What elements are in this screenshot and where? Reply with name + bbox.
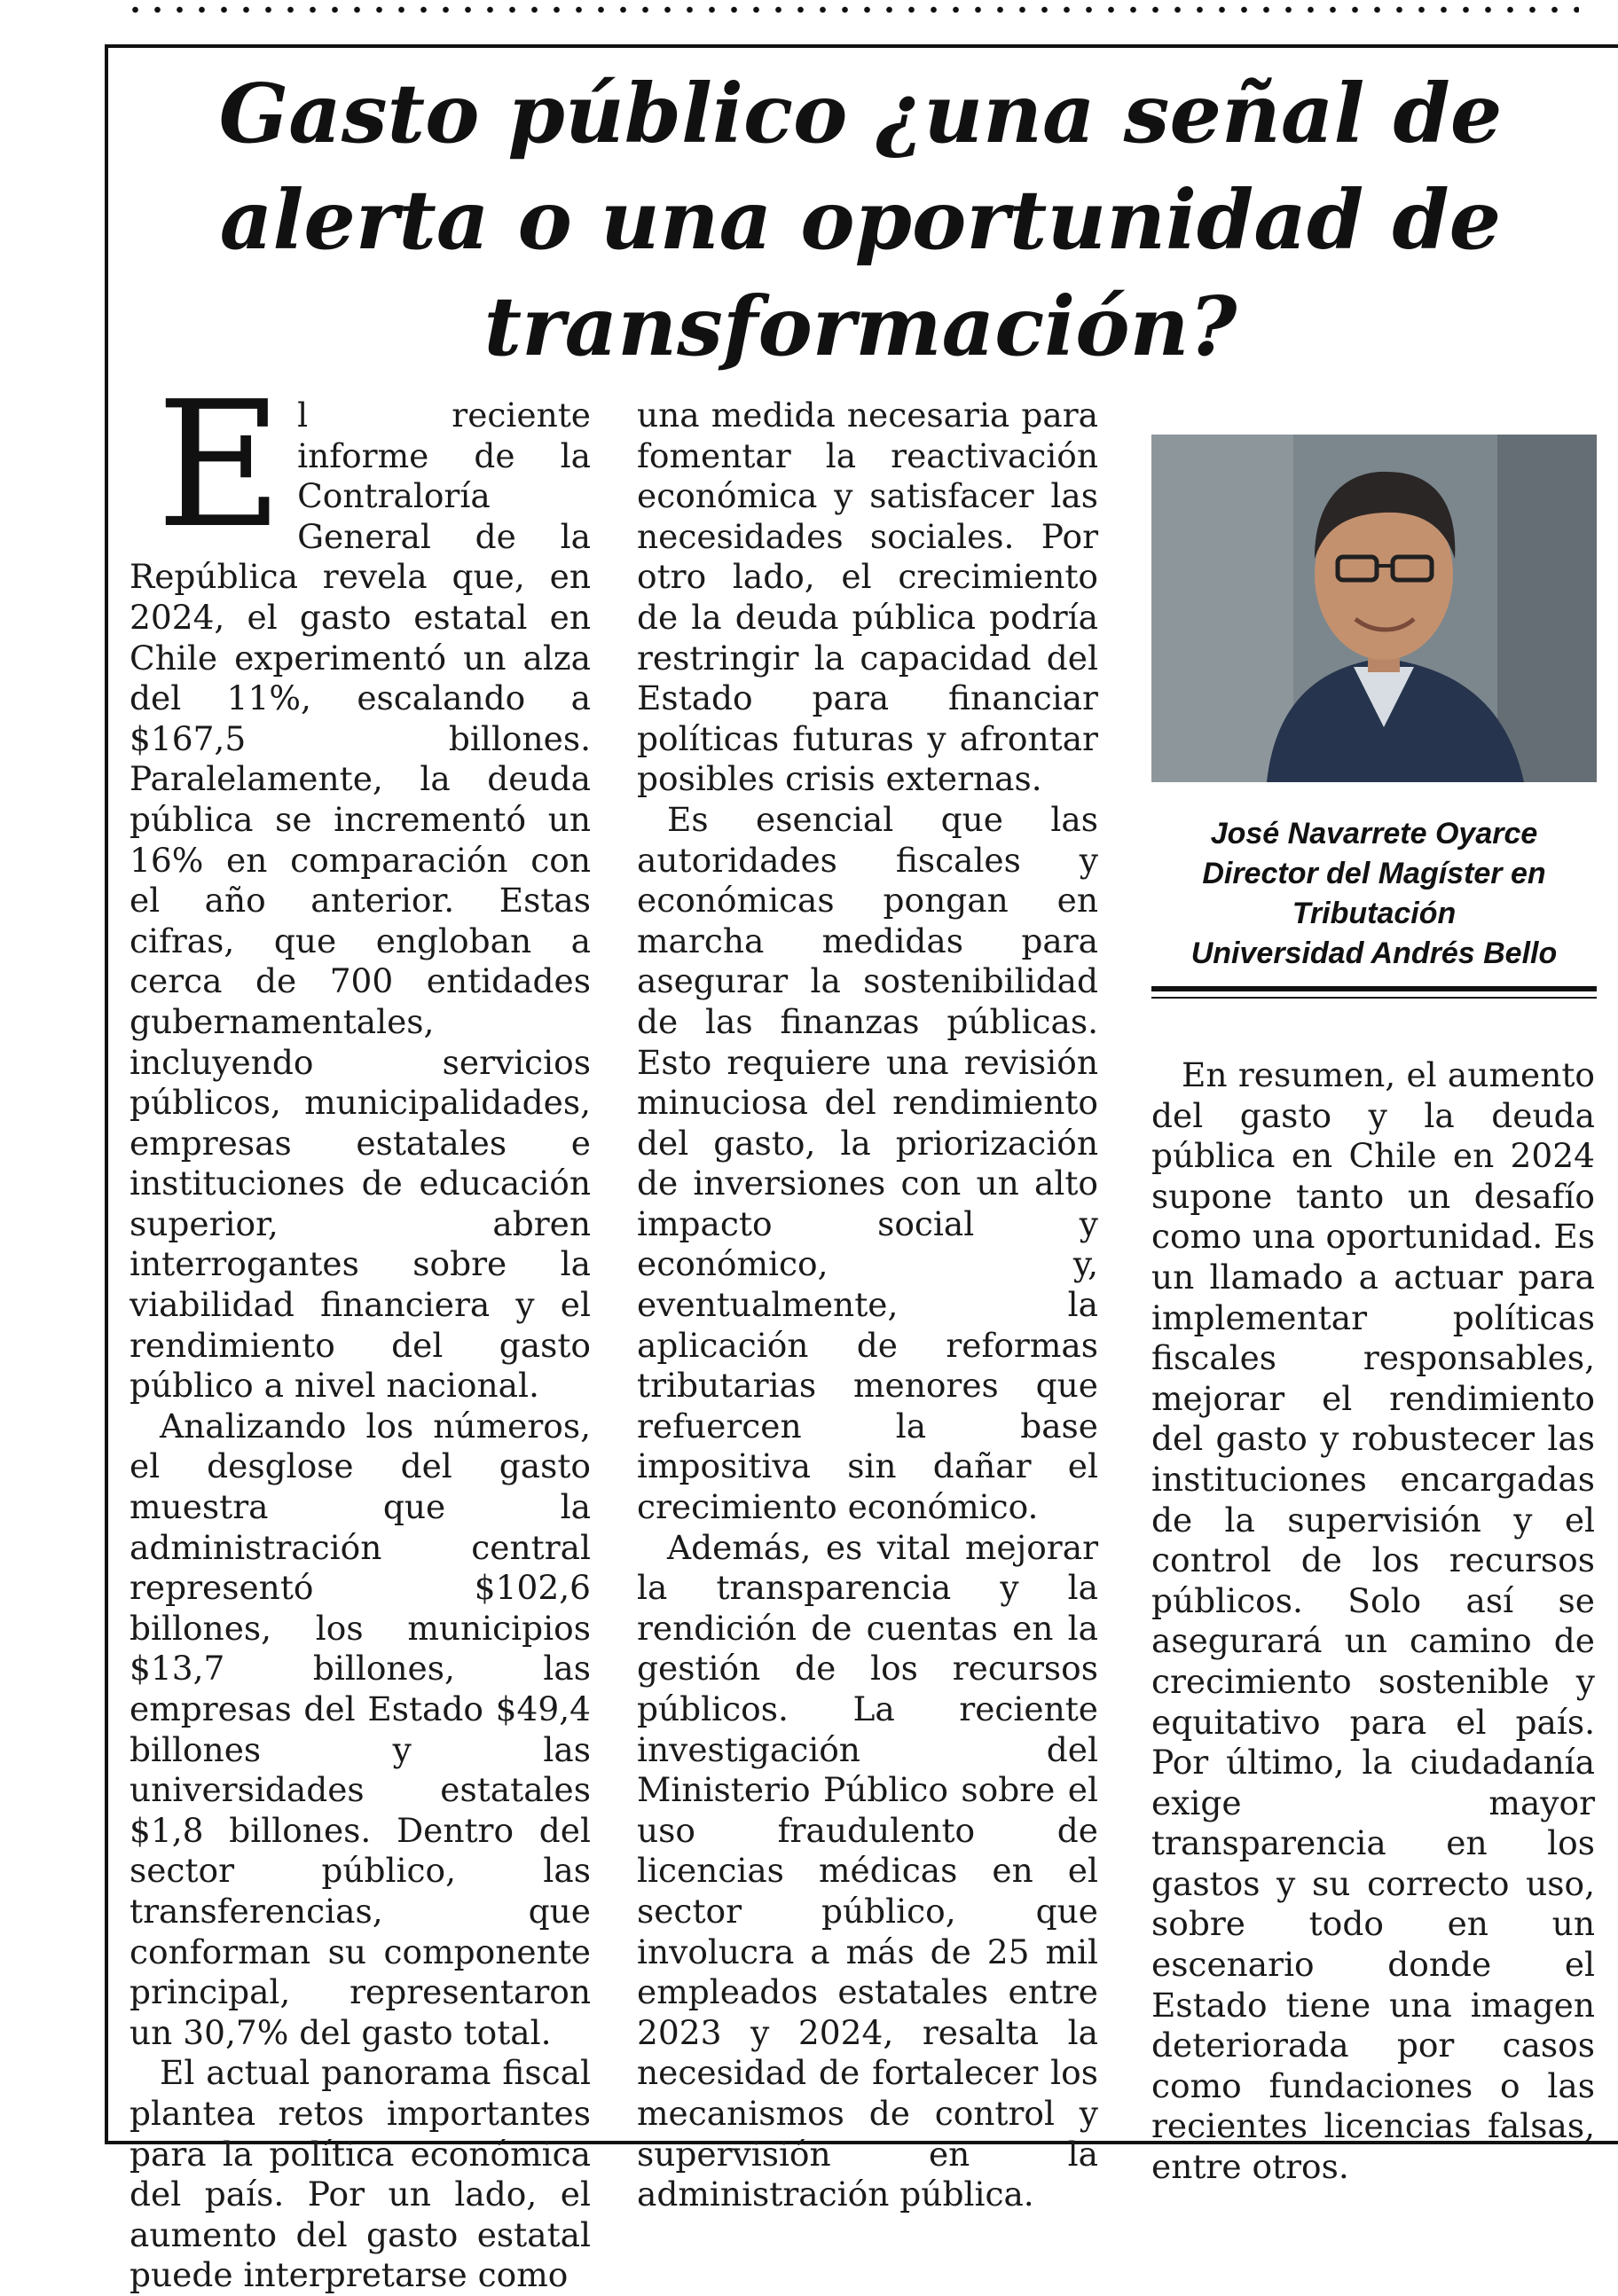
author-institution: Universidad Andrés Bello bbox=[1190, 936, 1558, 970]
caption-rule-thick bbox=[1151, 986, 1597, 991]
author-role-line1: Director del Magíster en bbox=[1202, 857, 1546, 890]
author-photo bbox=[1151, 435, 1597, 782]
article-title: Gasto público ¿una señal de alerta o una oportunidad de transformación? bbox=[218, 66, 1503, 374]
author-caption bbox=[1151, 814, 1597, 974]
paragraph-3-continued: una medida necesaria para fomentar la reactivación económica y satisfacer las necesidades sociales. Por otro lado, el crecimiento de la deuda pública podría restringir la capacidad del Estado para financiar políticas futuras y afrontar posibles crisis externas. bbox=[637, 396, 1098, 799]
paragraph-4: Es esencial que las autoridades fiscales y económicas pongan en marcha medidas para asegurar la sostenibilidad de las finanzas públicas. Esto requiere una revisión minuciosa del rendimiento del gasto, la priorización de inversiones con un alto impacto social y económico, y, eventualmente, la aplicación de reformas tributarias menores que refuercen la base impositiva sin dañar el crecimiento económico. bbox=[637, 799, 1098, 1527]
author-role-line2: Tributación bbox=[1292, 897, 1457, 930]
drop-cap: E bbox=[156, 364, 284, 567]
article-column-2 bbox=[637, 396, 1098, 2215]
paragraph-2: Analizando los números, el desglose del gasto muestra que la administración central representó $102,6 billones, los municipios $13,7 billones, las empresas del Estado $49,4 billones y las universidades estatales $1,8 billones. Dentro del sector público, las transferencias, que conforman su componente principal, representaron un 30,7% del gasto total. bbox=[130, 1406, 591, 2052]
paragraph-6: En resumen, el aumento del gasto y la deuda pública en Chile en 2024 supone tanto un desafío como una oportunidad. Es un llamado a actuar para implementar políticas fiscales responsables, mejorar el rendimiento del gasto y robustecer las instituciones encargadas de la supervisión y el control de los recursos públicos. Solo así se asegurará un camino de crecimiento sostenible y equitativo para el país. Por último, la ciudadanía exige mayor transparencia en los gastos y su correcto uso, sobre todo en un escenario donde el Estado tiene una imagen deteriorada por casos como fundaciones o las recientes licencias falsas, entre otros. bbox=[1151, 1055, 1595, 2187]
article-column-3 bbox=[1151, 1055, 1595, 2188]
top-dotted-border bbox=[124, 4, 1579, 16]
author-portrait-illustration bbox=[1151, 435, 1597, 782]
article-column-1 bbox=[130, 364, 591, 2296]
paragraph-1: El reciente informe de la Contraloría General de la República revela que, en 2024, el gasto estatal en Chile experimentó un alza del 11%, escalando a $167,5 billones. Paralelamente, la deuda pública se incrementó un 16% en comparación con el año anterior. Estas cifras, que engloban a cerca de 700 entidades gubernamentales, incluyendo servicios públicos, municipalidades, empresas estatales e instituciones de educación superior, abren interrogantes sobre la viabilidad financiera y el rendimiento del gasto público a nivel nacional. bbox=[130, 364, 591, 1406]
caption-rule-thin bbox=[1151, 997, 1597, 999]
paragraph-5: Además, es vital mejorar la transparencia y la rendición de cuentas en la gestión de los recursos públicos. La reciente investigación del Ministerio Público sobre el uso fraudulento de licencias médicas en el sector público, que involucra a más de 25 mil empleados estatales entre 2023 y 2024, resalta la necesidad de fortalecer los mecanismos de control y supervisión en la administración pública. bbox=[637, 1527, 1098, 2214]
paragraph-3: El actual panorama fiscal plantea retos importantes para la política económica del país. Por un lado, el aumento del gasto estatal puede interpretarse como bbox=[130, 2053, 591, 2295]
author-name: José Navarrete Oyarce bbox=[1210, 817, 1538, 850]
